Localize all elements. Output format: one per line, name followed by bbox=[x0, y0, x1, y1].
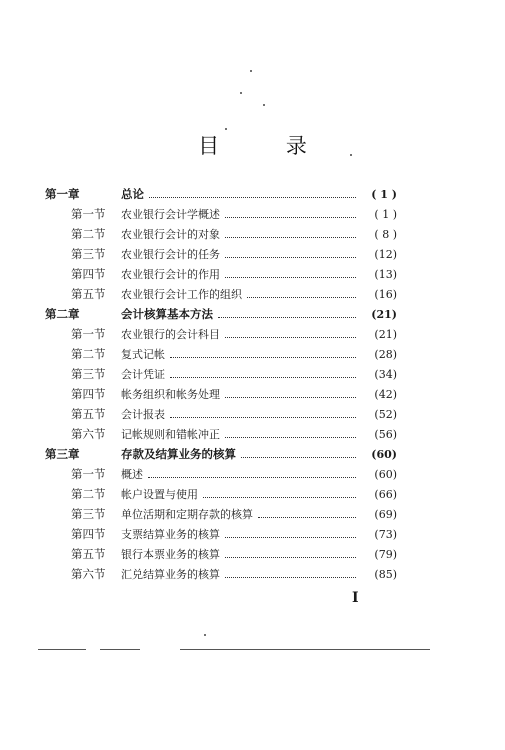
toc-page-number: (16) bbox=[374, 287, 397, 301]
toc-label: 农业银行会计学概述 bbox=[121, 208, 220, 221]
toc-label: 汇兑结算业务的核算 bbox=[121, 568, 220, 581]
toc-label: 帐务组织和帐务处理 bbox=[121, 388, 220, 401]
dot-leader bbox=[203, 497, 356, 498]
toc-page-number: (69) bbox=[374, 507, 397, 521]
table-of-contents bbox=[45, 184, 397, 584]
toc-page-number: ( 1 ) bbox=[374, 207, 397, 221]
toc-page-number: ( 8 ) bbox=[374, 227, 397, 241]
dot-leader bbox=[258, 517, 356, 518]
toc-chapter-row bbox=[45, 304, 397, 324]
toc-number: 第四节 bbox=[71, 267, 106, 281]
toc-page-number: (52) bbox=[374, 407, 397, 421]
toc-section-row bbox=[45, 544, 397, 564]
toc-number: 第一节 bbox=[71, 327, 106, 341]
dot-leader bbox=[225, 257, 356, 258]
toc-section-row bbox=[45, 564, 397, 584]
toc-label: 概述 bbox=[121, 468, 143, 481]
toc-page-number: (28) bbox=[374, 347, 397, 361]
toc-section-row bbox=[45, 504, 397, 524]
scan-speck bbox=[240, 92, 242, 94]
toc-number: 第六节 bbox=[71, 567, 106, 581]
toc-section-row bbox=[45, 344, 397, 364]
footer-rule bbox=[100, 649, 140, 650]
dot-leader bbox=[247, 297, 356, 298]
scan-speck bbox=[204, 634, 206, 636]
toc-page-number: (73) bbox=[374, 527, 397, 541]
dot-leader bbox=[170, 357, 356, 358]
toc-section-row bbox=[45, 524, 397, 544]
toc-number: 第三节 bbox=[71, 367, 106, 381]
toc-label: 帐户设置与使用 bbox=[121, 488, 198, 501]
toc-page-number: (13) bbox=[374, 267, 397, 281]
dot-leader bbox=[225, 237, 356, 238]
toc-number: 第一节 bbox=[71, 467, 106, 481]
dot-leader bbox=[225, 277, 356, 278]
toc-number: 第三章 bbox=[45, 447, 80, 461]
dot-leader bbox=[225, 537, 356, 538]
toc-chapter-row bbox=[45, 444, 397, 464]
toc-number: 第二节 bbox=[71, 227, 106, 241]
toc-label: 记帐规则和错帐冲正 bbox=[121, 428, 220, 441]
footer-rule bbox=[38, 649, 86, 650]
toc-section-row bbox=[45, 364, 397, 384]
toc-section-row bbox=[45, 464, 397, 484]
footer-rule bbox=[180, 649, 430, 650]
toc-page-number: (85) bbox=[374, 567, 397, 581]
scan-speck bbox=[250, 70, 252, 72]
toc-number: 第四节 bbox=[71, 387, 106, 401]
toc-number: 第五节 bbox=[71, 287, 106, 301]
toc-page-number: (60) bbox=[374, 467, 397, 481]
toc-page-number: (34) bbox=[374, 367, 397, 381]
toc-label: 存款及结算业务的核算 bbox=[121, 447, 236, 461]
toc-page-number: (60) bbox=[371, 447, 397, 461]
toc-number: 第一节 bbox=[71, 207, 106, 221]
toc-label: 会计凭证 bbox=[121, 368, 165, 381]
dot-leader bbox=[225, 337, 356, 338]
toc-label: 农业银行会计的对象 bbox=[121, 228, 220, 241]
toc-number: 第二章 bbox=[45, 307, 80, 321]
toc-number: 第一章 bbox=[45, 187, 80, 201]
toc-section-row bbox=[45, 484, 397, 504]
dot-leader bbox=[218, 317, 356, 318]
toc-page-number: (79) bbox=[374, 547, 397, 561]
toc-number: 第三节 bbox=[71, 507, 106, 521]
toc-number: 第六节 bbox=[71, 427, 106, 441]
dot-leader bbox=[225, 437, 356, 438]
toc-label: 单位活期和定期存款的核算 bbox=[121, 508, 253, 521]
toc-label: 农业银行会计的作用 bbox=[121, 268, 220, 281]
toc-number: 第三节 bbox=[71, 247, 106, 261]
toc-label: 农业银行会计的任务 bbox=[121, 248, 220, 261]
dot-leader bbox=[225, 217, 356, 218]
toc-section-row bbox=[45, 324, 397, 344]
toc-page-number: (56) bbox=[374, 427, 397, 441]
dot-leader bbox=[170, 417, 356, 418]
toc-section-row bbox=[45, 244, 397, 264]
dot-leader bbox=[149, 197, 356, 198]
toc-page-number: ( 1 ) bbox=[371, 187, 397, 201]
toc-label: 支票结算业务的核算 bbox=[121, 528, 220, 541]
scan-speck bbox=[263, 104, 265, 106]
toc-number: 第二节 bbox=[71, 347, 106, 361]
toc-page-number: (42) bbox=[374, 387, 397, 401]
scan-speck bbox=[225, 128, 227, 130]
toc-section-row bbox=[45, 404, 397, 424]
toc-number: 第五节 bbox=[71, 407, 106, 421]
toc-chapter-row bbox=[45, 184, 397, 204]
toc-number: 第五节 bbox=[71, 547, 106, 561]
toc-page-number: (12) bbox=[374, 247, 397, 261]
toc-number: 第二节 bbox=[71, 487, 106, 501]
toc-label: 农业银行会计工作的组织 bbox=[121, 288, 242, 301]
toc-label: 复式记帐 bbox=[121, 348, 165, 361]
toc-label: 会计报表 bbox=[121, 408, 165, 421]
dot-leader bbox=[170, 377, 356, 378]
toc-section-row bbox=[45, 264, 397, 284]
toc-section-row bbox=[45, 224, 397, 244]
toc-page-number: (21) bbox=[374, 327, 397, 341]
toc-label: 农业银行的会计科目 bbox=[121, 328, 220, 341]
toc-label: 总论 bbox=[121, 187, 144, 201]
dot-leader bbox=[148, 477, 356, 478]
toc-page-number: (66) bbox=[374, 487, 397, 501]
toc-page-number: (21) bbox=[371, 307, 397, 321]
toc-label: 银行本票业务的核算 bbox=[121, 548, 220, 561]
toc-number: 第四节 bbox=[71, 527, 106, 541]
page-title: 目 录 bbox=[198, 134, 337, 158]
scan-speck bbox=[350, 154, 352, 156]
dot-leader bbox=[225, 577, 356, 578]
toc-section-row bbox=[45, 204, 397, 224]
toc-section-row bbox=[45, 384, 397, 404]
toc-section-row bbox=[45, 424, 397, 444]
dot-leader bbox=[241, 457, 356, 458]
dot-leader bbox=[225, 557, 356, 558]
toc-section-row bbox=[45, 284, 397, 304]
page-number-mark: I bbox=[352, 590, 359, 606]
dot-leader bbox=[225, 397, 356, 398]
toc-label: 会计核算基本方法 bbox=[121, 307, 213, 321]
